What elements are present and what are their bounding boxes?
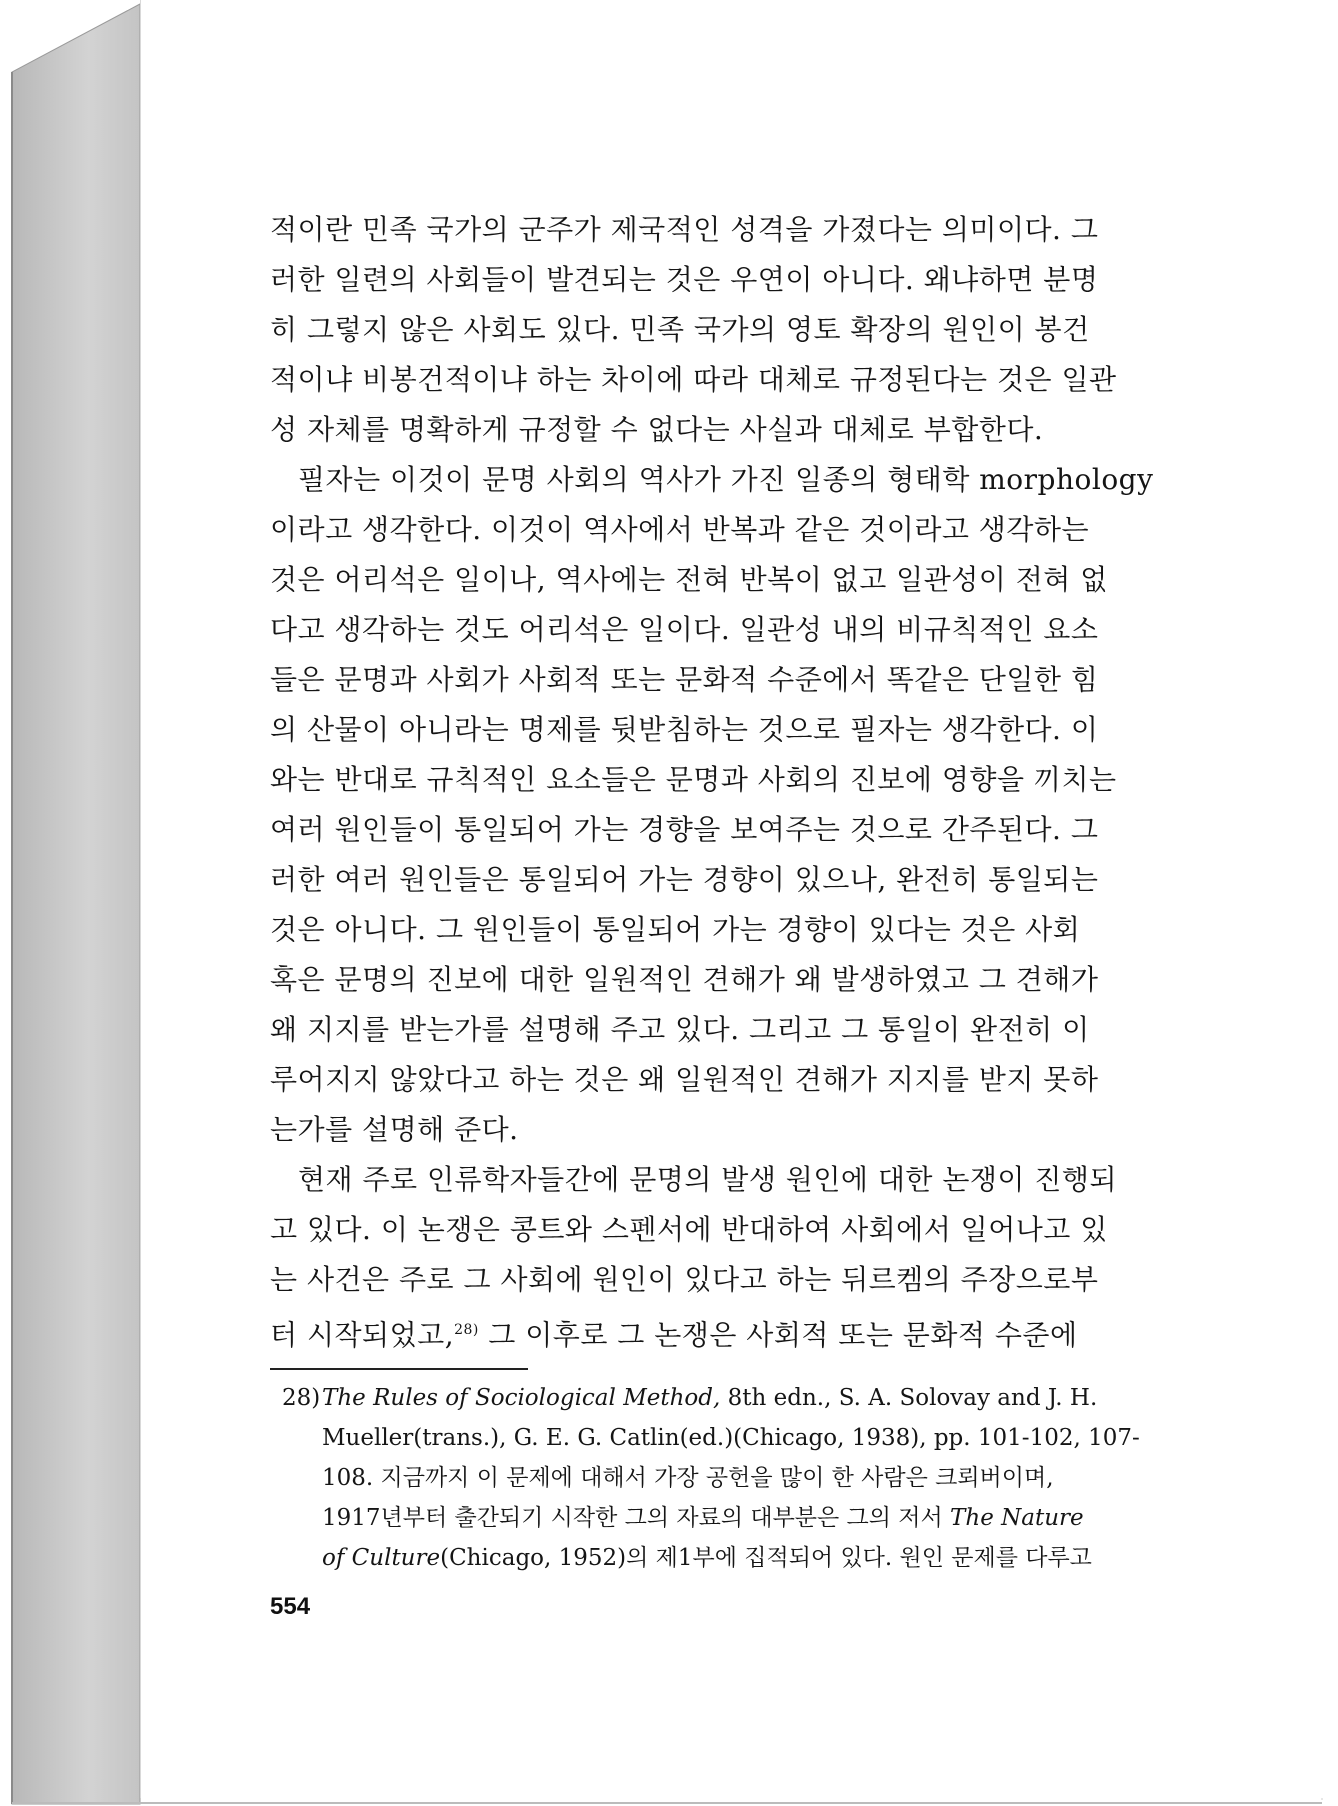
footnote-text: 8th edn., S. A. Solovay and J. H. bbox=[720, 1385, 1098, 1411]
footnote-title: of Culture bbox=[322, 1545, 441, 1571]
text-line: 와는 반대로 규칙적인 요소들은 문명과 사회의 진보에 영향을 끼치는 bbox=[270, 763, 1117, 796]
text-line: 적이냐 비봉건적이냐 하는 차이에 따라 대체로 규정된다는 것은 일관 bbox=[270, 363, 1117, 396]
footnote-title: The Nature bbox=[950, 1505, 1084, 1531]
text-line: 들은 문명과 사회가 사회적 또는 문화적 수준에서 똑같은 단일한 힘 bbox=[270, 663, 1099, 696]
text-line: 러한 일련의 사회들이 발견되는 것은 우연이 아니다. 왜냐하면 분명 bbox=[270, 263, 1099, 296]
text-line: 러한 여러 원인들은 통일되어 가는 경향이 있으나, 완전히 통일되는 bbox=[270, 863, 1099, 896]
text-line: 는가를 설명해 준다. bbox=[270, 1113, 519, 1146]
footnote-line: 108. 지금까지 이 문제에 대해서 가장 공헌을 많이 한 사람은 크뢰버이며, bbox=[322, 1465, 1054, 1491]
text-line: 왜 지지를 받는가를 설명해 주고 있다. 그리고 그 통일이 완전히 이 bbox=[270, 1013, 1090, 1046]
footnote-text: 1917년부터 출간되기 시작한 그의 자료의 대부분은 그의 저서 bbox=[322, 1505, 951, 1531]
text-line: 는 사건은 주로 그 사회에 원인이 있다고 하는 뒤르켐의 주장으로부 bbox=[270, 1263, 1099, 1296]
text-line: 것은 어리석은 일이나, 역사에는 전혀 반복이 없고 일관성이 전혀 없 bbox=[270, 563, 1108, 596]
footnote-number: 28) bbox=[282, 1385, 321, 1411]
footnote-line bbox=[282, 1498, 1182, 1538]
footnote-title: The Rules of Sociological Method, bbox=[322, 1385, 721, 1411]
footnote-28 bbox=[282, 1378, 1182, 1578]
footnote-divider bbox=[270, 1368, 528, 1370]
text-line: 루어지지 않았다고 하는 것은 왜 일원적인 견해가 지지를 받지 못하 bbox=[270, 1063, 1099, 1096]
text-line: 고 있다. 이 논쟁은 콩트와 스펜서에 반대하여 사회에서 일어나고 있 bbox=[270, 1213, 1108, 1246]
text-line: 여러 원인들이 통일되어 가는 경향을 보여주는 것으로 간주된다. 그 bbox=[270, 813, 1099, 846]
text-line: 이라고 생각한다. 이것이 역사에서 반복과 같은 것이라고 생각하는 bbox=[270, 513, 1090, 546]
footnote-text: (Chicago, 1952)의 제1부에 집적되어 있다. 원인 문제를 다루고 bbox=[440, 1545, 1092, 1571]
footnote-reference: 28) bbox=[454, 1322, 479, 1338]
text-line: 의 산물이 아니라는 명제를 뒷받침하는 것으로 필자는 생각한다. 이 bbox=[270, 713, 1099, 746]
text-line-end: 그 이후로 그 논쟁은 사회적 또는 문화적 수준에 bbox=[488, 1318, 1078, 1352]
text-line: 것은 아니다. 그 원인들이 통일되어 가는 경향이 있다는 것은 사회 bbox=[270, 913, 1081, 946]
footnote-line: Mueller(trans.), G. E. G. Catlin(ed.)(Chicago, 1938), pp. 101-102, 107- bbox=[322, 1425, 1140, 1451]
text-line: 히 그렇지 않은 사회도 있다. 민족 국가의 영토 확장의 원인이 봉건 bbox=[270, 313, 1090, 346]
text-line: 적이란 민족 국가의 군주가 제국적인 성격을 가졌다는 의미이다. 그 bbox=[270, 213, 1099, 246]
footnote-line bbox=[282, 1538, 1182, 1578]
footnote-line bbox=[282, 1378, 1182, 1418]
text-line: 성 자체를 명확하게 규정할 수 없다는 사실과 대체로 부합한다. bbox=[270, 413, 1044, 446]
body-text bbox=[270, 205, 1180, 1360]
text-line: 현재 주로 인류학자들간에 문명의 발생 원인에 대한 논쟁이 진행되 bbox=[298, 1163, 1118, 1196]
text-line-start: 터 시작되었고, bbox=[270, 1318, 455, 1352]
text-line: 다고 생각하는 것도 어리석은 일이다. 일관성 내의 비규칙적인 요소 bbox=[270, 613, 1099, 646]
text-line bbox=[270, 1305, 1180, 1360]
text-line: 혹은 문명의 진보에 대한 일원적인 견해가 왜 발생하였고 그 견해가 bbox=[270, 963, 1099, 996]
text-line: 필자는 이것이 문명 사회의 역사가 가진 일종의 형태학 morphology bbox=[298, 463, 1154, 496]
page-number: 554 bbox=[270, 1593, 311, 1620]
